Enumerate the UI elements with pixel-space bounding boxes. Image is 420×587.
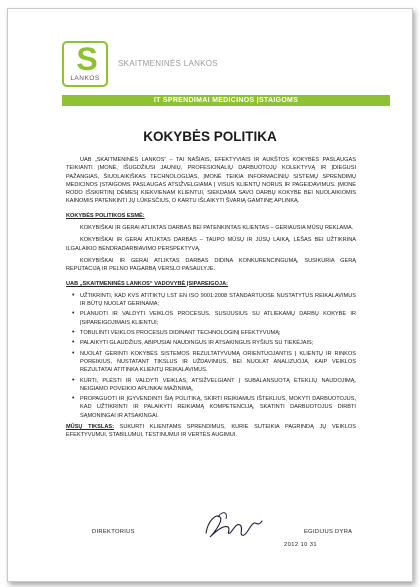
list-item: • UŽTIKRINTI, KAD KVS ATITIKTŲ LST EN ISO 9001:2008 STANDARTUOSE NUSTATYTUS REIKALAVIMUS IR BŪTŲ NUOLAT GERINAMA; [80,292,356,309]
document-title: KOKYBĖS POLITIKA [143,129,277,144]
goals-label: MŪSŲ TIKSLAS: [66,424,114,431]
essence-paragraph: KOKYBIŠKAI IR GERAI ATLIKTAS DARBAS BEI PATENKINTAS KLIENTAS – GERIAUSIA MŪSŲ REKLAMA. [80,225,354,232]
logo-letter: S [76,41,98,77]
header-banner: IT SPRENDIMAI MEDICINOS ĮSTAIGOMS [62,95,390,106]
document-body [66,156,356,444]
list-item: • TOBULINTI VEIKLOS PROCESUS DIDINANT TECHNOLOGINĮ EFEKTYVUMĄ; [80,329,356,337]
goals-paragraph [66,423,356,440]
company-logo [62,41,108,87]
director-name: EGIDIJUS DYRA [304,529,353,535]
essence-heading: KOKYBĖS POLITIKOS ESMĖ: [66,212,145,219]
commitments-heading: UAB „SKAITMENINĖS LANKOS“ VADOVYBĖ ĮSIPAREIGOJA: [66,280,229,287]
list-item: • PALAIKYTI GLAUDŽIUS, ABIPUSIAI NAUDINGUS IR ATSAKINGUS RYŠIUS SU TIEKĖJAIS; [80,339,356,347]
list-item: • PROPAGUOTI IR ĮGYVENDINTI ŠIĄ POLITIKĄ, SKIRTI REIKIAMUS IŠTEKLIUS, MOKYTI DARBUOTOJUS, KAD UŽTIKRINTI IR PALAIKYTI REIKIAMĄ KOMPETENCIJĄ, SKATINTI DARBUOTOJUS DIRBTI SĄMONINGAI IR ATSAKINGAI. [80,395,356,420]
essence-paragraph: KOKYBIŠKAI IR GERAI ATLIKTAS DARBAS DIDINA KONKURENCINGUMĄ, SUSIKURIA GERĄ REPUTACIJĄ IR PELNO PAGARBĄ VERSLO PASAULYJE. [66,257,356,273]
goals-text: SUKURTI KLIENTAMS SPRENDIMUS, KURIE SUTEIKIA PAGRINDĄ JŲ VEIKLOS EFEKTYVUMUI, STABILUMUI, TESTINUMUI IR VERTĖS AUGIMUI. [66,424,356,439]
list-item: • PLANUOTI IR VALDYTI VEIKLOS PROCESUS, SUSIJUSIUS SU ATLIEKAMŲ DARBŲ KOKYBE IR ĮSIPAREIGOJIMAIS KLIENTUI; [80,310,356,327]
director-label: DIREKTORIUS [92,529,135,535]
signature-image [198,507,268,543]
commitments-list [66,292,356,420]
list-item: • NUOLAT GERINTI KOKYBĖS SISTEMOS REZULTATYVUMĄ ORIENTUOJANTIS Į KLIENTŲ IR RINKOS POREIKIUS, NUSTATANT TIKSLUS IR UŽDAVINIUS, BEI NUOLAT ANALIZUOJA, KAIP VEIKLOS REZULTATAI ATITINKA KLIENTŲ REIKALAVIMUS. [80,350,356,375]
essence-paragraph: KOKYBIŠKAI IR GERAI ATLIKTAS DARBAS – TAUPO MŪSŲ IR JŪSŲ LAIKĄ, LĖŠAS BEI UŽTIKRINA ILGALAIKIO BENDRADARBIAVIMO PERSPEKTYVĄ. [66,237,356,252]
document-page [7,8,413,582]
list-item: • KURTI, PLĖSTI IR VALDYTI VEIKLAS, ATSIŽVELGIANT Į SUBALANSUOTĄ ĖTEKLIŲ NAUDOJIMĄ, NEIGIAMO POVEIKIO APLINKAI MAŽINIMĄ, [80,377,356,394]
company-name: SKAITMENINĖS LANKOS [118,59,218,68]
document-date: 2012 10 31 [284,542,318,548]
intro-paragraph: UAB „SKAITMENINĖS LANKOS“ – TAI NAŠIAIS, EFEKTYVIAIS IR AUKŠTOS KOKYBĖS PASLAUGAS TEIKIANTI ĮMONĖ. IŠUGDŽIUSI JAUNIŲ, PROFESIONALIŲ DARBUOTOJŲ KOLEKTYVĄ IR ĮDIEGUSI PAŽANGIAS, ŠIUOLAIKIŠKAS TECHNOLOGIJAS, ĮMONĖ TEIKIA INFORMACINIŲ SISTEMŲ SPRENDIMŲ MEDICINOS ĮSTAIGOMS PASLAUGAS ATSIŽVELGIAMA Į VISUS KLIENTŲ NORUS IR PAGEIDAVIMUS. ĮMONĖ RODO IŠSKIRTINĮ DĖMESĮ KIEKVIENAM KLIENTUI, SIEKDAMA SAVO DARBŲ KOKYBE BEI NUOLAIKIOMIS KAINOMIS PATENKINTI JŲ LŪKESČIUS, O KARTU IŠLAIKYTI ŠVARIĄ GAMTINĘ APLINKĄ. [66,157,356,205]
logo-subtext: LANKOS [70,75,100,82]
